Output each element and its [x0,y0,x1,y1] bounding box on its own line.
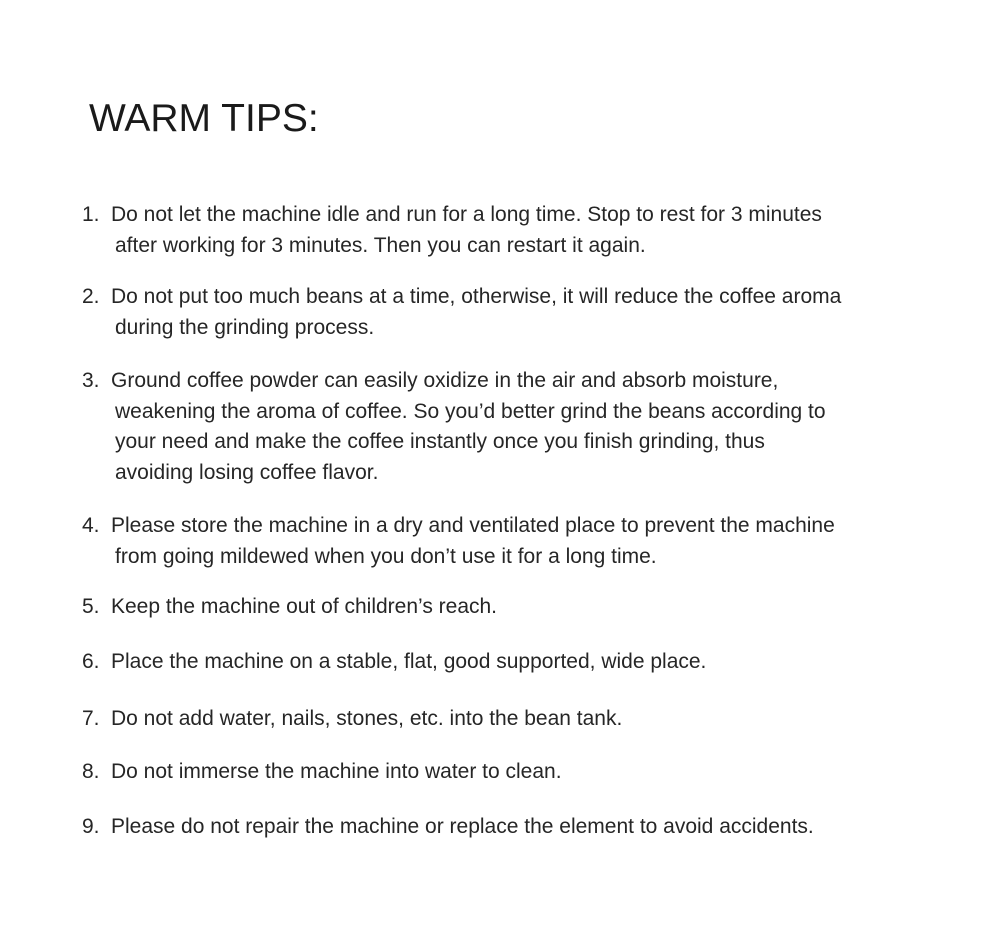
tip-item-4 [82,511,962,572]
tip-number: 6. [82,650,100,673]
tip-line: Please store the machine in a dry and ventilated place to prevent the machine [111,514,835,537]
tip-text [111,282,962,343]
tip-item-3 [82,366,962,488]
tip-text [111,757,962,788]
tip-line: Ground coffee powder can easily oxidize in the air and absorb moisture, [111,369,779,392]
tip-line: Place the machine on a stable, flat, good supported, wide place. [111,650,707,673]
tip-number: 1. [82,203,100,226]
tip-number: 8. [82,760,100,783]
tip-item-6 [82,647,962,678]
tip-item-7 [82,704,962,735]
tip-line: weakening the aroma of coffee. So you’d better grind the beans according to [115,399,826,423]
tip-item-1 [82,200,962,261]
tip-text [111,200,962,261]
tip-text [111,647,962,678]
tip-line: Do not immerse the machine into water to clean. [111,760,562,783]
tip-line: Do not add water, nails, stones, etc. into the bean tank. [111,707,623,730]
tip-line: from going mildewed when you don’t use it for a long time. [115,544,657,568]
page-title: WARM TIPS: [89,97,319,140]
tip-line: during the grinding process. [115,315,375,339]
tip-number: 9. [82,815,100,838]
tip-text [111,511,962,572]
tip-text [111,366,962,488]
tip-line: Do not let the machine idle and run for a long time. Stop to rest for 3 minutes [111,203,822,226]
tip-number: 2. [82,285,100,308]
tip-line: Keep the machine out of children’s reach. [111,595,498,618]
tip-item-5 [82,592,962,623]
tip-text [111,812,962,843]
tip-text [111,704,962,735]
tip-line: Please do not repair the machine or replace the element to avoid accidents. [111,815,814,838]
tip-line: avoiding losing coffee flavor. [115,460,379,484]
tip-text [111,592,962,623]
tip-line: Do not put too much beans at a time, otherwise, it will reduce the coffee aroma [111,285,842,308]
tip-line: your need and make the coffee instantly once you finish grinding, thus [115,430,765,453]
tip-number: 3. [82,369,100,392]
tip-number: 7. [82,707,100,730]
tip-item-8 [82,757,962,788]
tip-item-2 [82,282,962,343]
tip-item-9 [82,812,962,843]
tip-number: 5. [82,595,100,618]
tip-number: 4. [82,514,100,537]
tip-line: after working for 3 minutes. Then you can restart it again. [115,233,646,257]
